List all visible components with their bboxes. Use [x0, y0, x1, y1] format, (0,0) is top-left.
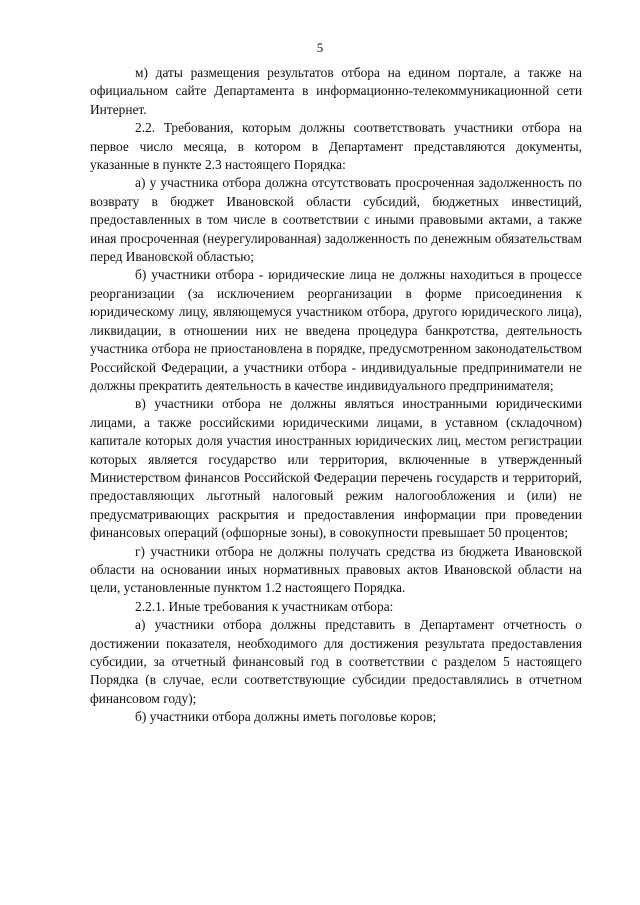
- page-number: 5: [316, 40, 324, 55]
- document-body: [90, 64, 582, 727]
- paragraph-item-a: а) у участника отбора должна отсутствовать просроченная задолженность по возврату в бюджет Ивановской области субсидий, бюджетных инвестиций, предоставленных в том числе в соответствии с иными правовыми актами, а также иная просроченная (неурегулированная) задолженность по денежным обязательствам перед Ивановской областью;: [90, 175, 582, 265]
- paragraph-item-b: б) участники отбора - юридические лица не должны находиться в процессе реорганизации (за исключением реорганизации в форме присоединения к юридическому лицу, являющемуся участником отбора, другого юридического лица), ликвидации, в отношении них не введена процедура банкротства, деятельность участника отбора не приостановлена в порядке, предусмотренном законодательством Российской Федерации, а участники отбора - индивидуальные предприниматели не должны прекратить деятельность в качестве индивидуального предпринимателя;: [90, 267, 582, 393]
- paragraph-item-b-2: б) участники отбора должны иметь поголовье коров;: [135, 709, 437, 725]
- paragraph-section-2-2: 2.2. Требования, которым должны соответствовать участники отбора на первое число месяца, в котором в Департамент представляются документы, указанные в пункте 2.3 настоящего Порядка:: [90, 120, 582, 173]
- paragraph-item-v: в) участники отбора не должны являться иностранными юридическими лицами, а также российскими юридическими лицами, в уставном (складочном) капитале которых доля участия иностранных юридических лиц, местом регистрации которых является государство или территория, включенные в утвержденный Министерством финансов Российской Федерации перечень государств и территорий, предоставляющих льготный налоговый режим налогообложения и (или) не предусматривающих раскрытия и предоставления информации при проведении финансовых операций (офшорные зоны), в совокупности превышает 50 процентов;: [90, 396, 582, 541]
- paragraph-item-g: г) участники отбора не должны получать средства из бюджета Ивановской области на основании иных нормативных правовых актов Ивановской области на цели, установленные пунктом 1.2 настоящего Порядка.: [90, 543, 582, 596]
- paragraph-item-a-2: а) участники отбора должны представить в Департамент отчетность о достижении показателя, необходимого для достижения результата предоставления субсидии, за отчетный финансовый год в соответствии с разделом 5 настоящего Порядка (в случае, если соответствующие субсидии предоставлялись в отчетном финансовом году);: [90, 617, 582, 706]
- paragraph-section-2-2-1: 2.2.1. Иные требования к участникам отбора:: [135, 598, 394, 614]
- paragraph-item-m: м) даты размещения результатов отбора на едином портале, а также на официальном сайте Департамента в информационно-телекоммуникационной сети Интернет.: [90, 65, 582, 117]
